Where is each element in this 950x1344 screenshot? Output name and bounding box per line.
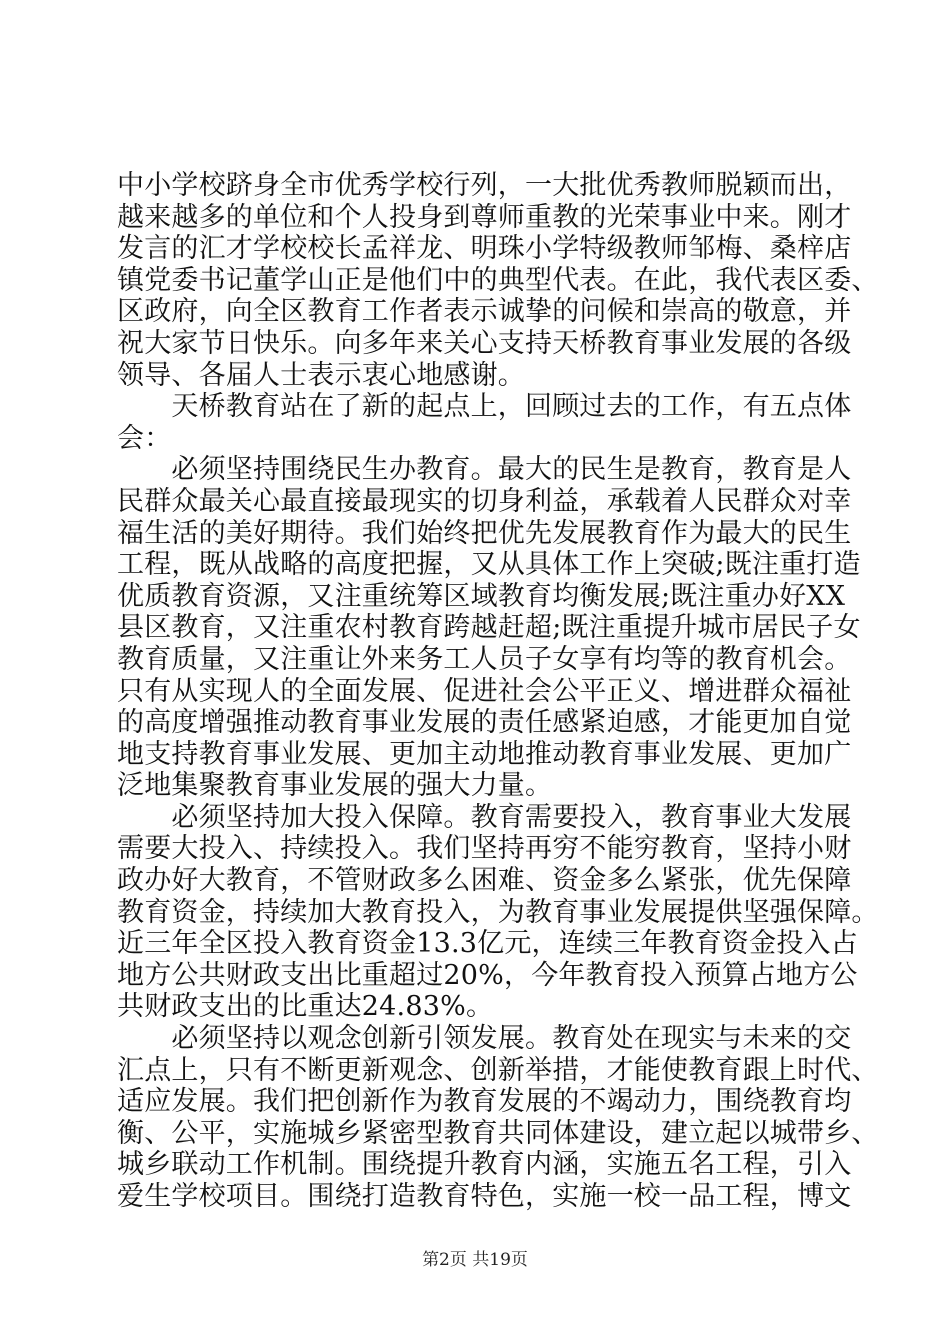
- text-line: 教育质量，又注重让外来务工人员子女享有均等的教育机会。: [117, 643, 852, 675]
- text-line: 衡、公平，实施城乡紧密型教育共同体建设，建立起以城带乡、: [117, 1117, 879, 1149]
- text-line: 发言的汇才学校校长孟祥龙、明珠小学特级教师邹梅、桑梓店: [117, 233, 852, 265]
- text-line: 优质教育资源，又注重统筹区域教育均衡发展;既注重办好XX: [117, 580, 846, 612]
- text-line: 的高度增强推动教育事业发展的责任感紧迫感，才能更加自觉: [117, 707, 852, 739]
- text-line: 教育资金，持续加大教育投入，为教育事业发展提供坚强保障。: [117, 896, 879, 928]
- text-line: 城乡联动工作机制。围绕提升教育内涵，实施五名工程，引入: [117, 1149, 852, 1181]
- text-line: 领导、各届人士表示衷心地感谢。: [117, 359, 525, 391]
- body-text: [117, 170, 879, 1213]
- text-line: 民群众最关心最直接最现实的切身利益，承载着人民群众对幸: [117, 485, 852, 517]
- text-line: 镇党委书记董学山正是他们中的典型代表。在此，我代表区委、: [117, 264, 879, 296]
- text-line: 近三年全区投入教育资金13.3亿元，连续三年教育资金投入占: [117, 928, 858, 960]
- text-line: 适应发展。我们把创新作为教育发展的不竭动力，围绕教育均: [117, 1086, 852, 1118]
- text-line: 必须坚持以观念创新引领发展。教育处在现实与未来的交: [117, 1023, 852, 1055]
- text-line: 共财政支出的比重达24.83%。: [117, 991, 494, 1023]
- text-line: 祝大家节日快乐。向多年来关心支持天桥教育事业发展的各级: [117, 327, 852, 359]
- text-line: 政办好大教育，不管财政多么困难、资金多么紧张，优先保障: [117, 865, 852, 897]
- text-line: 必须坚持加大投入保障。教育需要投入，教育事业大发展: [117, 801, 852, 833]
- text-line: 只有从实现人的全面发展、促进社会公平正义、增进群众福祉: [117, 675, 852, 707]
- text-line: 必须坚持围绕民生办教育。最大的民生是教育，教育是人: [117, 454, 852, 486]
- text-line: 爱生学校项目。围绕打造教育特色，实施一校一品工程，博文: [117, 1181, 852, 1212]
- text-line: 汇点上，只有不断更新观念、创新举措，才能使教育跟上时代、: [117, 1054, 879, 1086]
- text-line: 地方公共财政支出比重超过20%，今年教育投入预算占地方公: [117, 959, 858, 991]
- text-line: 中小学校跻身全市优秀学校行列，一大批优秀教师脱颖而出，: [117, 170, 852, 201]
- text-line: 工程，既从战略的高度把握，又从具体工作上突破;既注重打造: [117, 549, 861, 581]
- text-line: 需要大投入、持续投入。我们坚持再穷不能穷教育，坚持小财: [117, 833, 852, 865]
- text-line: 地支持教育事业发展、更加主动地推动教育事业发展、更加广: [117, 738, 852, 770]
- text-line: 区政府，向全区教育工作者表示诚挚的问候和崇高的敬意，并: [117, 296, 852, 328]
- text-line: 福生活的美好期待。我们始终把优先发展教育作为最大的民生: [117, 517, 852, 549]
- text-line: 天桥教育站在了新的起点上，回顾过去的工作，有五点体: [117, 391, 852, 423]
- text-line: 泛地集聚教育事业发展的强大力量。: [117, 770, 553, 802]
- text-line: 县区教育，又注重农村教育跨越赶超;既注重提升城市居民子女: [117, 612, 861, 644]
- text-line: 越来越多的单位和个人投身到尊师重教的光荣事业中来。刚才: [117, 201, 852, 233]
- text-line: 会：: [117, 422, 172, 454]
- page-footer: 第2页 共19页: [422, 1250, 528, 1270]
